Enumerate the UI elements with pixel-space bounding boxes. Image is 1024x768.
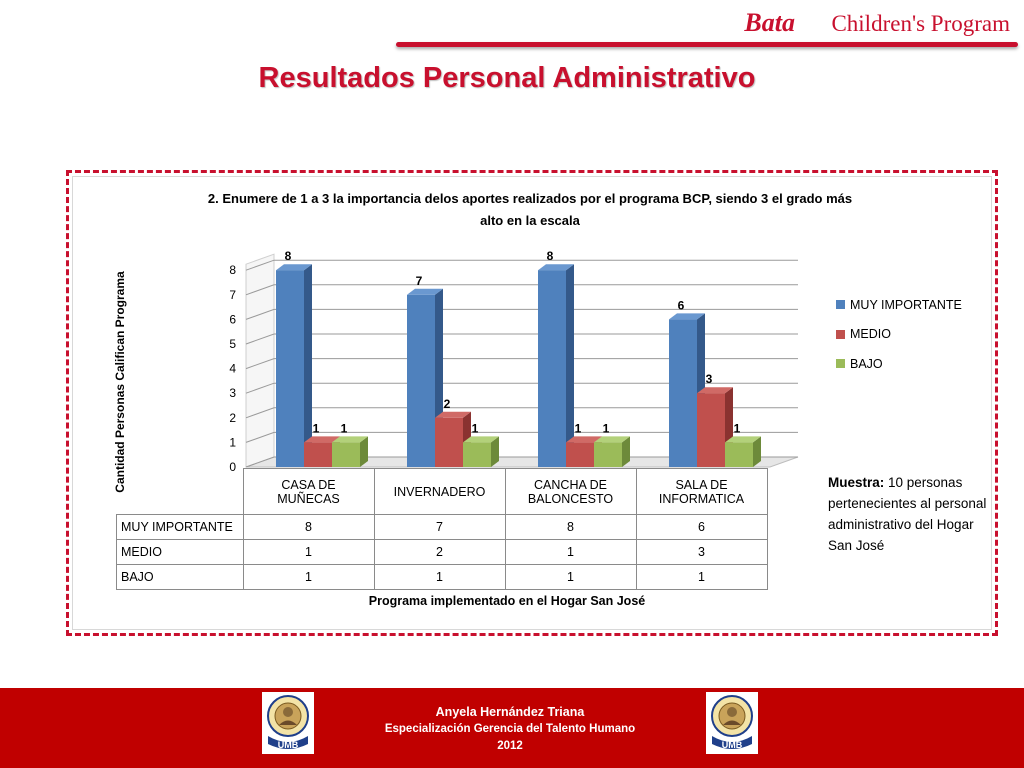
y-tick-label: 6 [229,312,236,327]
gridline [246,334,798,344]
legend-item-muy [836,290,962,320]
data-label: 8 [546,249,554,264]
data-label: 1 [574,421,582,436]
bata-logo-text: Bata [744,8,795,37]
gridline [246,260,798,270]
table-cell: 6 [636,515,767,540]
table-row [117,565,768,590]
table-col-header [243,469,374,515]
bar-1-0 [304,442,332,467]
table-cell: 1 [374,565,505,590]
x-axis-label: Programa implementado en el Hogar San José [368,594,646,608]
col-header-line: INFORMATICA [658,491,745,506]
table-cell: 1 [505,565,636,590]
table-row [117,515,768,540]
data-label: 8 [284,249,292,264]
page-title: Resultados Personal Administrativo [258,62,756,94]
data-label: 1 [312,421,320,436]
col-header-line: MUÑECAS [277,491,340,506]
table-corner [117,469,244,515]
bar-1-1 [435,418,463,467]
y-axis-label-text: Cantidad Personas Califican Programa [113,271,127,493]
umb-seal-icon-right [706,692,758,754]
table-cell: 1 [243,540,374,565]
y-tick-label: 3 [229,386,236,401]
data-label: 7 [415,273,423,288]
legend-item-medio [836,320,962,350]
bar-2-1 [463,442,491,467]
data-label: 3 [705,372,713,387]
bar-2-3 [725,442,753,467]
gridline [246,285,798,295]
gridline [246,359,798,369]
seal-text-left: UMB [277,740,299,750]
bar-0-2 [538,270,566,467]
bar-2-0 [332,442,360,467]
table-cell: 8 [243,515,374,540]
row-label: MEDIO [117,540,244,565]
table-cell: 8 [505,515,636,540]
table-cell: 1 [636,565,767,590]
sample-text: 10 personas pertenecientes al personal administrativo del Hogar San José [828,475,987,553]
col-header-line: BALONCESTO [527,491,614,506]
legend-swatch-bajo [836,359,845,368]
program-logo-text: Children's Program [831,11,1010,36]
chart-title-line-2: alto en la escala [480,213,580,228]
umb-seal-icon-left [262,692,314,754]
bar-side-0-0 [304,264,312,467]
table-col-header [505,469,636,515]
data-label: 1 [602,421,610,436]
data-label: 1 [471,421,479,436]
bar-1-3 [697,393,725,467]
col-header-line: CASA DE [281,477,336,492]
footer-year: 2012 [497,740,523,752]
footer-program: Especialización Gerencia del Talento Humano [384,723,636,735]
col-header-line: CANCHA DE [534,477,607,492]
legend-label-medio: MEDIO [850,327,891,342]
table-cell: 1 [243,565,374,590]
y-tick-label: 5 [229,337,236,351]
data-label: 6 [677,298,685,313]
data-label: 1 [733,421,741,436]
legend-label-bajo: BAJO [850,356,883,371]
legend-item-bajo [836,349,962,379]
table-cell: 1 [505,540,636,565]
table-row [117,540,768,565]
legend-swatch-muy [836,300,845,309]
chart-title-line-1: 2. Enumere de 1 a 3 la importancia delos aportes realizados por el programa BCP, siendo 3 el grado más [207,191,853,206]
bar-0-0 [276,270,304,467]
data-table [116,468,768,590]
footer-author: Anyela Hernández Triana [435,705,585,719]
table-col-header [374,469,505,515]
bar-0-1 [407,295,435,467]
legend [836,290,962,379]
y-tick-label: 4 [229,361,236,376]
seal-text-right: UMB [721,740,743,750]
sample-label: Muestra: [828,475,885,490]
footer-text [340,704,680,755]
y-tick-label: 8 [229,263,236,278]
data-label: 1 [340,421,348,436]
y-tick-label: 1 [229,435,236,450]
col-header-line: SALA DE [675,477,728,492]
col-header-line: INVERNADERO [393,484,486,499]
legend-label-muy: MUY IMPORTANTE [850,297,962,312]
bar-1-2 [566,442,594,467]
y-tick-label: 7 [229,287,236,302]
bar-0-3 [669,319,697,467]
table-header-row [117,469,768,515]
bar-side-0-2 [566,264,574,467]
gridline [246,309,798,319]
bar-2-2 [594,442,622,467]
data-label: 2 [443,396,451,411]
y-tick-label: 2 [229,410,236,425]
table-cell: 7 [374,515,505,540]
table-cell: 3 [636,540,767,565]
sample-note [828,472,993,556]
table-col-header [636,469,767,515]
table-cell: 2 [374,540,505,565]
legend-swatch-medio [836,330,845,339]
row-label: MUY IMPORTANTE [117,515,244,540]
y-tick-label: 0 [229,460,236,474]
row-label: BAJO [117,565,244,590]
